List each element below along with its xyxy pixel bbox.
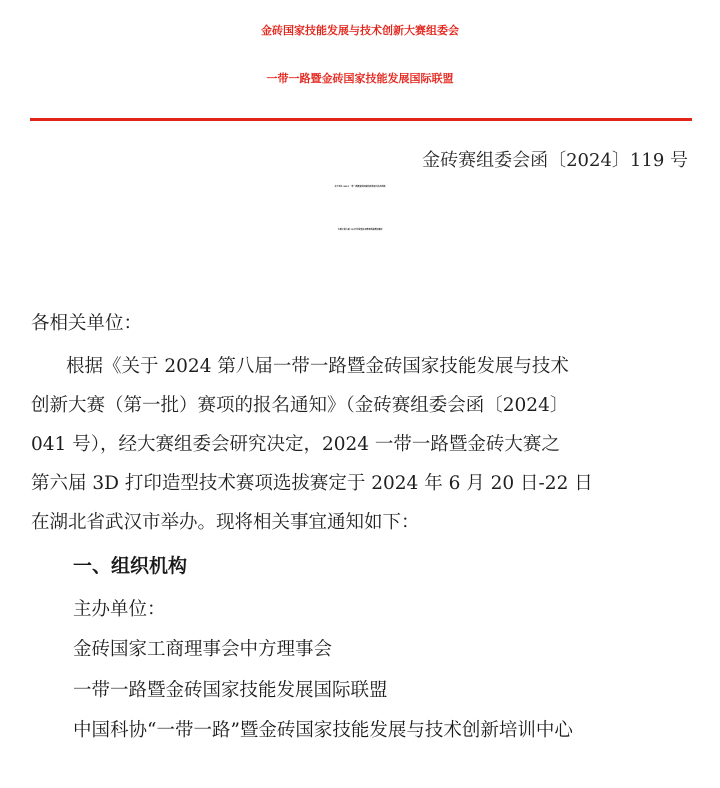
body-paragraph-line: 根据《关于 2024 第八届一带一路暨金砖国家技能发展与技术 [66, 356, 569, 377]
red-divider-line [30, 118, 692, 121]
body-paragraph-line: 第六届 3D 打印造型技术赛项选拔赛定于 2024 年 6 月 20 日-22 日 [31, 473, 593, 494]
organizer-label: 主办单位： [73, 599, 166, 620]
organizer-item: 一带一路暨金砖国家技能发展国际联盟 [73, 680, 388, 701]
salutation: 各相关单位： [31, 313, 143, 334]
notice-title-line-1: 关于举办 2024 一带一路暨金砖国家技能发展与技术创新 [334, 186, 386, 188]
organizer-item: 金砖国家工商理事会中方理事会 [73, 639, 333, 660]
notice-title-line-2: 大赛之第六届 3D 打印造型技术赛项选拔赛的通知 [337, 229, 383, 231]
issuer-header-line-2: 一带一路暨金砖国家技能发展国际联盟 [266, 72, 454, 85]
body-paragraph-line: 创新大赛（第一批）赛项的报名通知》（金砖赛组委会函〔2024〕 [31, 395, 569, 416]
organizer-item: 中国科协“一带一路”暨金砖国家技能发展与技术创新培训中心 [73, 720, 573, 741]
section-heading-organization: 一、组织机构 [73, 555, 188, 577]
body-paragraph-line: 041 号），经大赛组委会研究决定，2024 一带一路暨金砖大赛之 [31, 434, 560, 455]
document-number: 金砖赛组委会函〔2024〕119 号 [422, 150, 688, 171]
issuer-header-line-1: 金砖国家技能发展与技术创新大赛组委会 [261, 24, 459, 37]
body-paragraph-line: 在湖北省武汉市举办。现将相关事宜通知如下： [31, 512, 420, 533]
